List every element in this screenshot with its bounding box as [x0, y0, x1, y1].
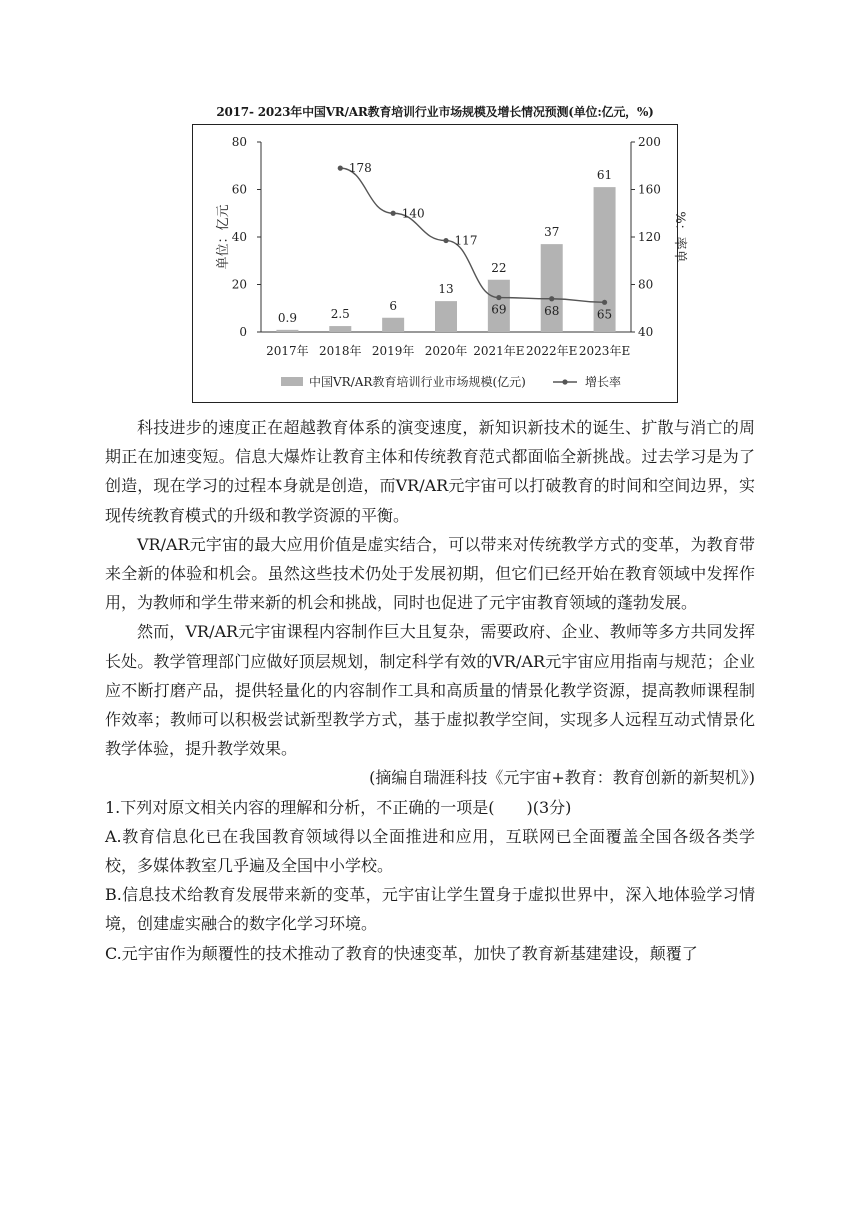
- growth-rate-point: [496, 295, 501, 300]
- growth-rate-label: 117: [454, 233, 478, 248]
- x-tick-label: 2021年E: [473, 344, 525, 358]
- bar: [276, 330, 298, 332]
- y2-tick-label-right: 160: [638, 182, 661, 197]
- chart-frame: [192, 124, 687, 403]
- y-tick-label-left: 80: [231, 135, 247, 149]
- y2-tick-label-right: 40: [638, 325, 654, 339]
- y-tick-label-left: 20: [231, 277, 247, 292]
- x-tick-label: 2017年: [266, 344, 309, 358]
- question-stem: 1.下列对原文相关内容的理解和分析，不正确的一项是( )(3分): [105, 797, 572, 817]
- bar: [329, 326, 351, 332]
- growth-rate-point: [338, 166, 343, 171]
- y-tick-label-left: 40: [231, 230, 247, 244]
- x-tick-label: 2020年: [424, 344, 468, 358]
- y2-axis-label: %：率单: [672, 211, 687, 263]
- x-tick-label: 2019年: [371, 344, 415, 358]
- growth-rate-label: 69: [491, 302, 507, 317]
- y-axis-label: 单位：亿元: [216, 204, 231, 270]
- y2-tick-label-right: 80: [638, 277, 654, 292]
- article-paragraph-1: 科技进步的速度正在超越教育体系的演变速度，新知识新技术的诞生、扩散与消亡的周期正在加速变短。信息大爆炸让教育主体和传统教育范式都面临全新挑战。过去学习是为了创造，现在学习的过程本身就是创造，而VR/AR元宇宙可以打破教育的时间和空间边界，实现传统教育模式的升级和教学资源的平衡。: [105, 418, 755, 525]
- combo-chart: [193, 125, 687, 404]
- legend-bar-swatch: [281, 377, 303, 386]
- bar-value-label: 0.9: [277, 310, 297, 325]
- chart-title: 2017- 2023年中国VR/AR教育培训行业市场规模及增长情况预测(单位:亿元，%): [216, 105, 654, 119]
- growth-rate-label: 178: [348, 161, 372, 176]
- growth-rate-point: [549, 296, 554, 301]
- x-tick-label: 2022年E: [526, 344, 578, 358]
- bar: [541, 244, 563, 332]
- bar-value-label: 61: [596, 168, 613, 183]
- y2-tick-label-right: 120: [638, 230, 661, 244]
- legend-bar-label: 中国VR/AR教育培训行业市场规模(亿元): [309, 375, 526, 389]
- y-tick-label-left: 0: [239, 325, 247, 339]
- bar-value-label: 13: [438, 282, 454, 297]
- growth-rate-point: [443, 238, 448, 243]
- x-tick-label: 2023年E: [578, 344, 631, 358]
- bar: [435, 301, 457, 332]
- bar: [382, 318, 404, 332]
- article-source: (摘编自瑞涯科技《元宇宙+教育：教育创新的新契机》): [369, 768, 755, 788]
- option-a: A.教育信息化已在我国教育领域得以全面推进和应用，互联网已全面覆盖全国各级各类学校，多媒体教室几乎遍及全国中小学校。: [105, 826, 755, 876]
- bar-value-label: 6: [389, 298, 397, 313]
- option-b: B.信息技术给教育发展带来新的变革，元宇宙让学生置身于虚拟世界中，深入地体验学习情境，创建虚实融合的数字化学习环境。: [105, 885, 755, 934]
- bar-value-label: 2.5: [330, 307, 350, 322]
- article-paragraph-2: VR/AR元宇宙的最大应用价值是虚实结合，可以带来对传统教学方式的变革，为教育带来全新的体验和机会。虽然这些技术仍处于发展初期，但它们已经开始在教育领域中发挥作用，为教师和学生带来新的机会和挑战，同时也促进了元宇宙教育领域的蓬勃发展。: [105, 534, 755, 613]
- y2-tick-label-right: 200: [638, 135, 661, 149]
- legend-line-label: 增长率: [585, 375, 622, 389]
- x-tick-label: 2018年: [319, 344, 362, 358]
- growth-rate-label: 140: [401, 206, 425, 221]
- growth-rate-label: 65: [596, 307, 613, 322]
- article-paragraph-3: 然而，VR/AR元宇宙课程内容制作巨大且复杂，需要政府、企业、教师等多方共同发挥长处。教学管理部门应做好顶层规划，制定科学有效的VR/AR元宇宙应用指南与规范；企业应不断打磨产品，提供轻量化的内容制作工具和高质量的情景化教学资源，提高教师课程制作效率；教师可以积极尝试新型教学方式，基于虚拟教学空间，实现多人远程互动式情景化教学体验，提升教学效果。: [105, 622, 755, 759]
- bar-value-label: 37: [544, 225, 560, 240]
- legend-line-marker: [562, 379, 567, 384]
- option-c: C.元宇宙作为颠覆性的技术推动了教育的快速变革，加快了教育新基建建设，颠覆了: [105, 943, 698, 963]
- bar-value-label: 22: [491, 260, 507, 275]
- growth-rate-label: 68: [544, 303, 560, 318]
- article-body: [105, 413, 755, 968]
- y-tick-label-left: 60: [231, 182, 247, 197]
- growth-rate-point: [391, 211, 396, 216]
- growth-rate-point: [602, 300, 607, 305]
